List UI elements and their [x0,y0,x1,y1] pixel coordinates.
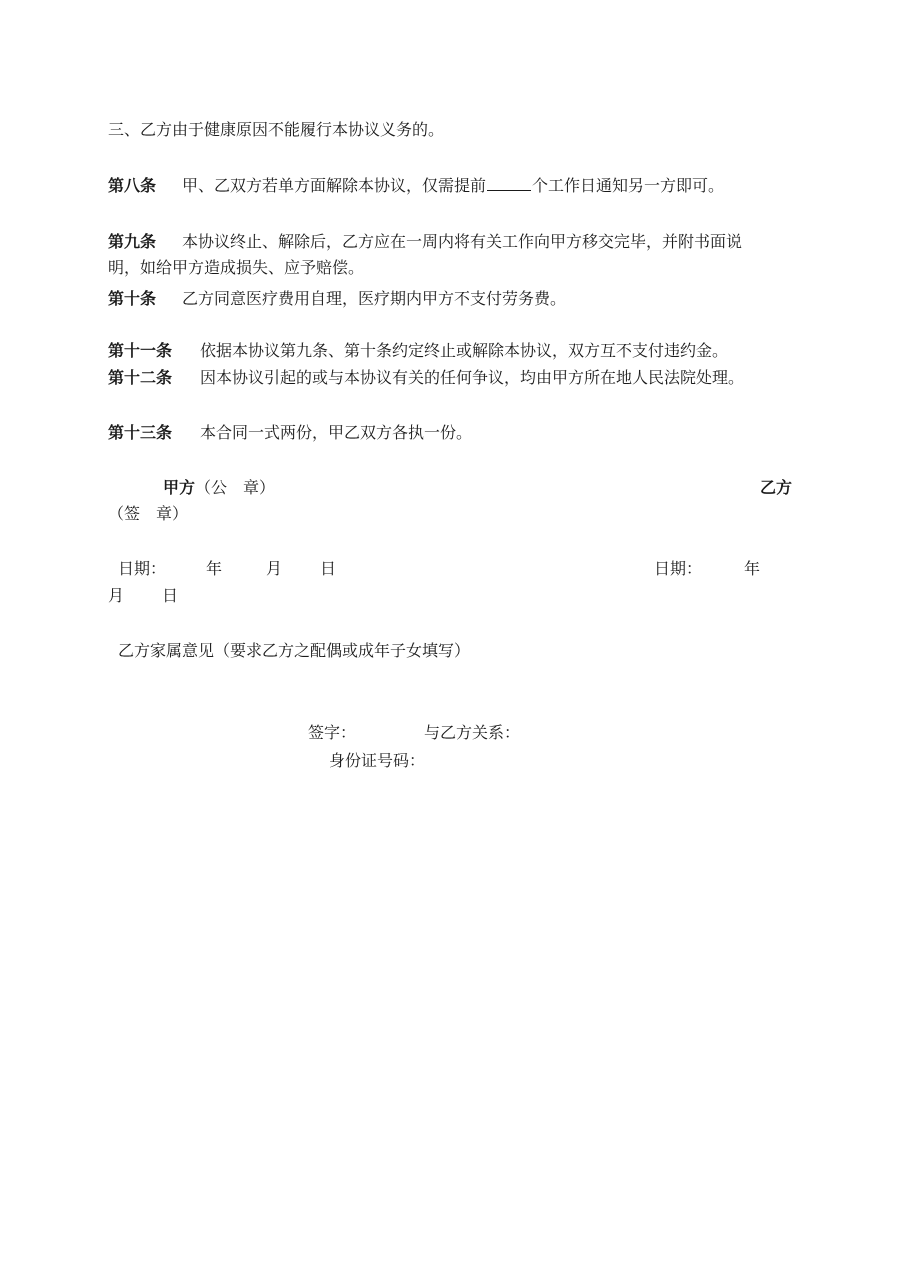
party-a-seal: （公 章） [195,478,276,497]
clause-3-text: 三、乙方由于健康原因不能履行本协议义务的。 [108,120,445,139]
article-10-text: 乙方同意医疗费用自理，医疗期内甲方不支付劳务费。 [182,289,567,308]
article-13-label: 第十三条 [108,423,173,442]
article-9-line1: 本协议终止、解除后，乙方应在一周内将有关工作向甲方移交完毕，并附书面说 [182,232,743,251]
article-8-blank [487,176,531,191]
party-a-signature [163,478,275,498]
date-label-b: 日期： [654,559,703,578]
article-8-text-after: 个工作日通知另一方即可。 [532,176,725,195]
article-10-label: 第十条 [108,289,157,308]
date-b-day: 日 [162,586,179,605]
article-8 [108,176,724,196]
date-b-month: 月 [108,586,125,605]
article-12-label: 第十二条 [108,368,173,387]
article-12 [108,368,744,388]
article-8-text-before: 甲、乙双方若单方面解除本协议，仅需提前 [182,176,487,195]
party-b-date-continuation [108,586,178,606]
date-a-day: 日 [320,559,337,578]
party-b-seal-line [108,504,188,524]
party-b-signature [760,478,792,498]
article-9-label: 第九条 [108,232,157,251]
article-13-text: 本合同一式两份，甲乙双方各执一份。 [200,423,473,442]
article-11-text: 依据本协议第九条、第十条约定终止或解除本协议，双方互不支付违约金。 [200,341,729,360]
family-id-row [329,751,425,771]
article-12-text: 因本协议引起的或与本协议有关的任何争议，均由甲方所在地人民法院处理。 [200,368,745,387]
family-opinion-text: 乙方家属意见（要求乙方之配偶或成年子女填写） [118,641,471,660]
clause-3 [108,120,444,140]
article-13 [108,423,472,443]
article-10 [108,289,566,309]
family-sign-label: 签字： [308,723,357,742]
article-9 [108,232,742,252]
family-sign-row [308,723,520,743]
article-9-continuation [108,258,364,278]
date-b-year: 年 [744,559,761,578]
party-b-label: 乙方 [760,478,793,497]
family-relation-label: 与乙方关系： [424,723,521,742]
article-11-label: 第十一条 [108,341,173,360]
party-a-label: 甲方 [163,478,196,497]
article-8-label: 第八条 [108,176,157,195]
party-a-date [118,559,336,579]
date-label-a: 日期： [118,559,167,578]
family-opinion [118,641,470,661]
article-11 [108,341,728,361]
article-9-line2: 明，如给甲方造成损失、应予赔偿。 [108,258,365,277]
date-a-month: 月 [266,559,283,578]
family-id-label: 身份证号码： [329,751,426,770]
date-a-year: 年 [206,559,223,578]
party-b-seal: （签 章） [108,504,189,523]
party-b-date [654,559,760,579]
